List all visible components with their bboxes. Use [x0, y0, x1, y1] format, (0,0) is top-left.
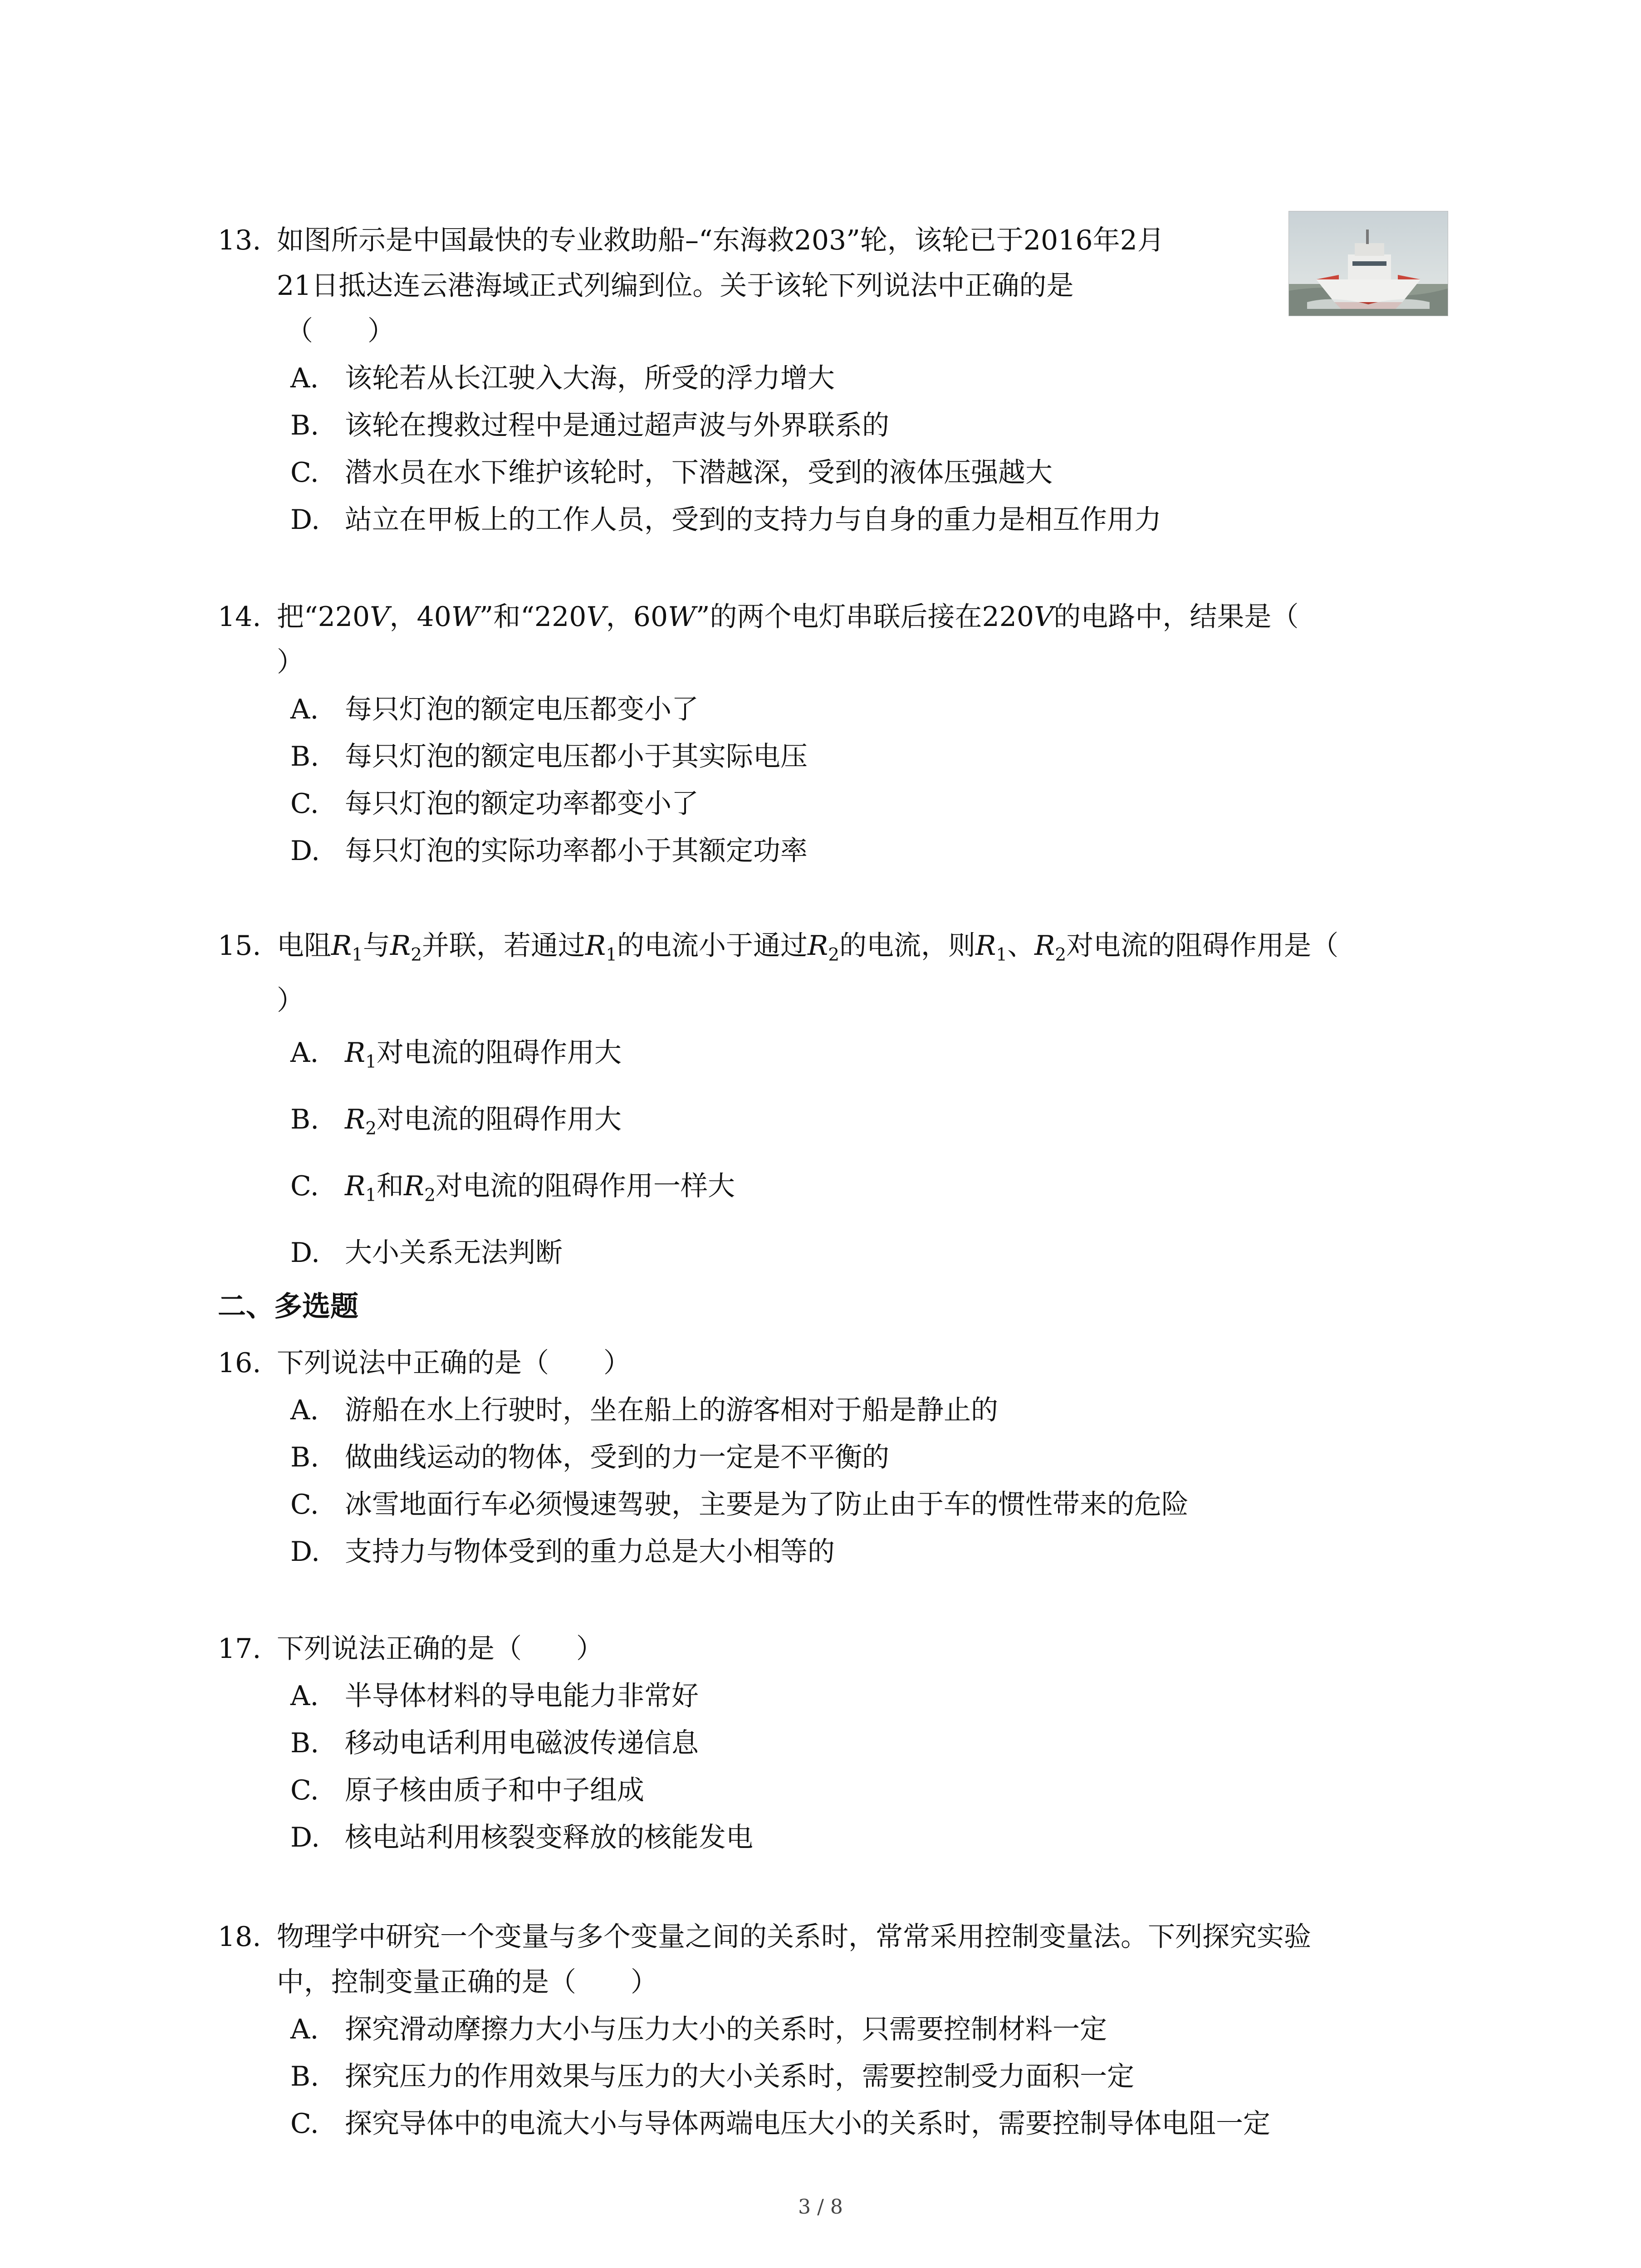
stem-line: ） [277, 646, 304, 678]
option-d: D. 大小关系无法判断 [290, 1237, 563, 1269]
option-a: A. 游船在水上行驶时，坐在船上的游客相对于船是静止的 [290, 1394, 998, 1426]
rescue-ship-photo [1288, 211, 1448, 316]
option-c: C. 原子核由质子和中子组成 [290, 1774, 644, 1806]
stem-line: 如图所示是中国最快的专业救助船–“东海救203”轮，该轮已于2016年2月 [277, 225, 1165, 256]
option-c: C. $R_1$和$R_2$对电流的阻碍作用一样大 [290, 1170, 735, 1206]
question-number: 18. [218, 1921, 261, 1953]
question-number: 13. [218, 225, 261, 256]
ship-image [1289, 211, 1448, 316]
option-d: D. 每只灯泡的实际功率都小于其额定功率 [290, 835, 808, 867]
option-b: B. 探究压力的作用效果与压力的大小关系时，需要控制受力面积一定 [290, 2061, 1134, 2092]
option-c: C. 探究导体中的电流大小与导体两端电压大小的关系时，需要控制导体电阻一定 [290, 2108, 1270, 2140]
stem-line: 把“220V，40W”和“220V，60W”的两个电灯串联后接在220V的电路中，结果是（ [277, 601, 1299, 633]
option-b: B. 每只灯泡的额定电压都小于其实际电压 [290, 741, 808, 772]
option-c: C. 冰雪地面行车必须慢速驾驶，主要是为了防止由于车的惯性带来的危险 [290, 1489, 1189, 1520]
question-15 [218, 923, 1452, 1281]
option-b: B. 做曲线运动的物体，受到的力一定是不平衡的 [290, 1442, 889, 1473]
question-stem [218, 218, 1452, 354]
option-b: B. 该轮在搜救过程中是通过超声波与外界联系的 [290, 410, 889, 441]
stem-line: 电阻$R_1$与$R_2$并联，若通过$R_1$的电流小于通过$R_2$的电流，则$R_1$、$R_2$对电流的阻碍作用是（ [277, 930, 1339, 965]
options [218, 1388, 1452, 1574]
option-a: A. 该轮若从长江驶入大海，所受的浮力增大 [290, 362, 835, 394]
options [218, 687, 1452, 874]
option-c: C. 每只灯泡的额定功率都变小了 [290, 788, 699, 820]
option-a: A. 每只灯泡的额定电压都变小了 [290, 694, 699, 725]
question-number: 14. [218, 601, 261, 633]
stem-line: 下列说法正确的是（ ） [277, 1633, 603, 1665]
question-16 [218, 1340, 1452, 1574]
question-stem [218, 1626, 1452, 1672]
section-title: 二、多选题 [218, 1290, 359, 1323]
question-number: 16. [218, 1347, 261, 1379]
question-17 [218, 1626, 1452, 1860]
options [218, 1673, 1452, 1860]
stem-line: ） [277, 985, 304, 1017]
option-b: B. 移动电话利用电磁波传递信息 [290, 1727, 699, 1759]
option-a: A. 探究滑动摩擦力大小与压力大小的关系时，只需要控制材料一定 [290, 2014, 1107, 2045]
question-14 [218, 594, 1452, 874]
page-number: 3 / 8 [798, 2195, 843, 2219]
question-stem [218, 923, 1452, 1023]
question-18 [218, 1914, 1452, 2146]
answer-blank: （ ） [286, 315, 395, 347]
option-d: D. 支持力与物体受到的重力总是大小相等的 [290, 1536, 835, 1568]
option-c: C. 潜水员在水下维护该轮时，下潜越深，受到的液体压强越大 [290, 457, 1053, 489]
option-b: B. $R_2$对电流的阻碍作用大 [290, 1104, 622, 1139]
option-a: A. 半导体材料的导电能力非常好 [290, 1680, 699, 1712]
options [218, 1025, 1452, 1281]
question-13 [218, 218, 1452, 543]
options [218, 356, 1452, 543]
question-stem [218, 594, 1452, 685]
stem-line: 中，控制变量正确的是（ ） [277, 1966, 658, 1998]
stem-line: 21日抵达连云港海域正式列编到位。关于该轮下列说法中正确的是 [277, 270, 1074, 302]
options [218, 2007, 1452, 2146]
question-number: 15. [218, 930, 261, 962]
stem-line: 下列说法中正确的是（ ） [277, 1347, 631, 1379]
question-stem [218, 1340, 1452, 1386]
option-d: D. 站立在甲板上的工作人员，受到的支持力与自身的重力是相互作用力 [290, 504, 1161, 536]
option-d: D. 核电站利用核裂变释放的核能发电 [290, 1822, 753, 1853]
option-a: A. $R_1$对电流的阻碍作用大 [290, 1037, 622, 1072]
stem-line: 物理学中研究一个变量与多个变量之间的关系时，常常采用控制变量法。下列探究实验 [277, 1921, 1311, 1953]
question-number: 17. [218, 1633, 261, 1665]
question-stem [218, 1914, 1452, 2005]
